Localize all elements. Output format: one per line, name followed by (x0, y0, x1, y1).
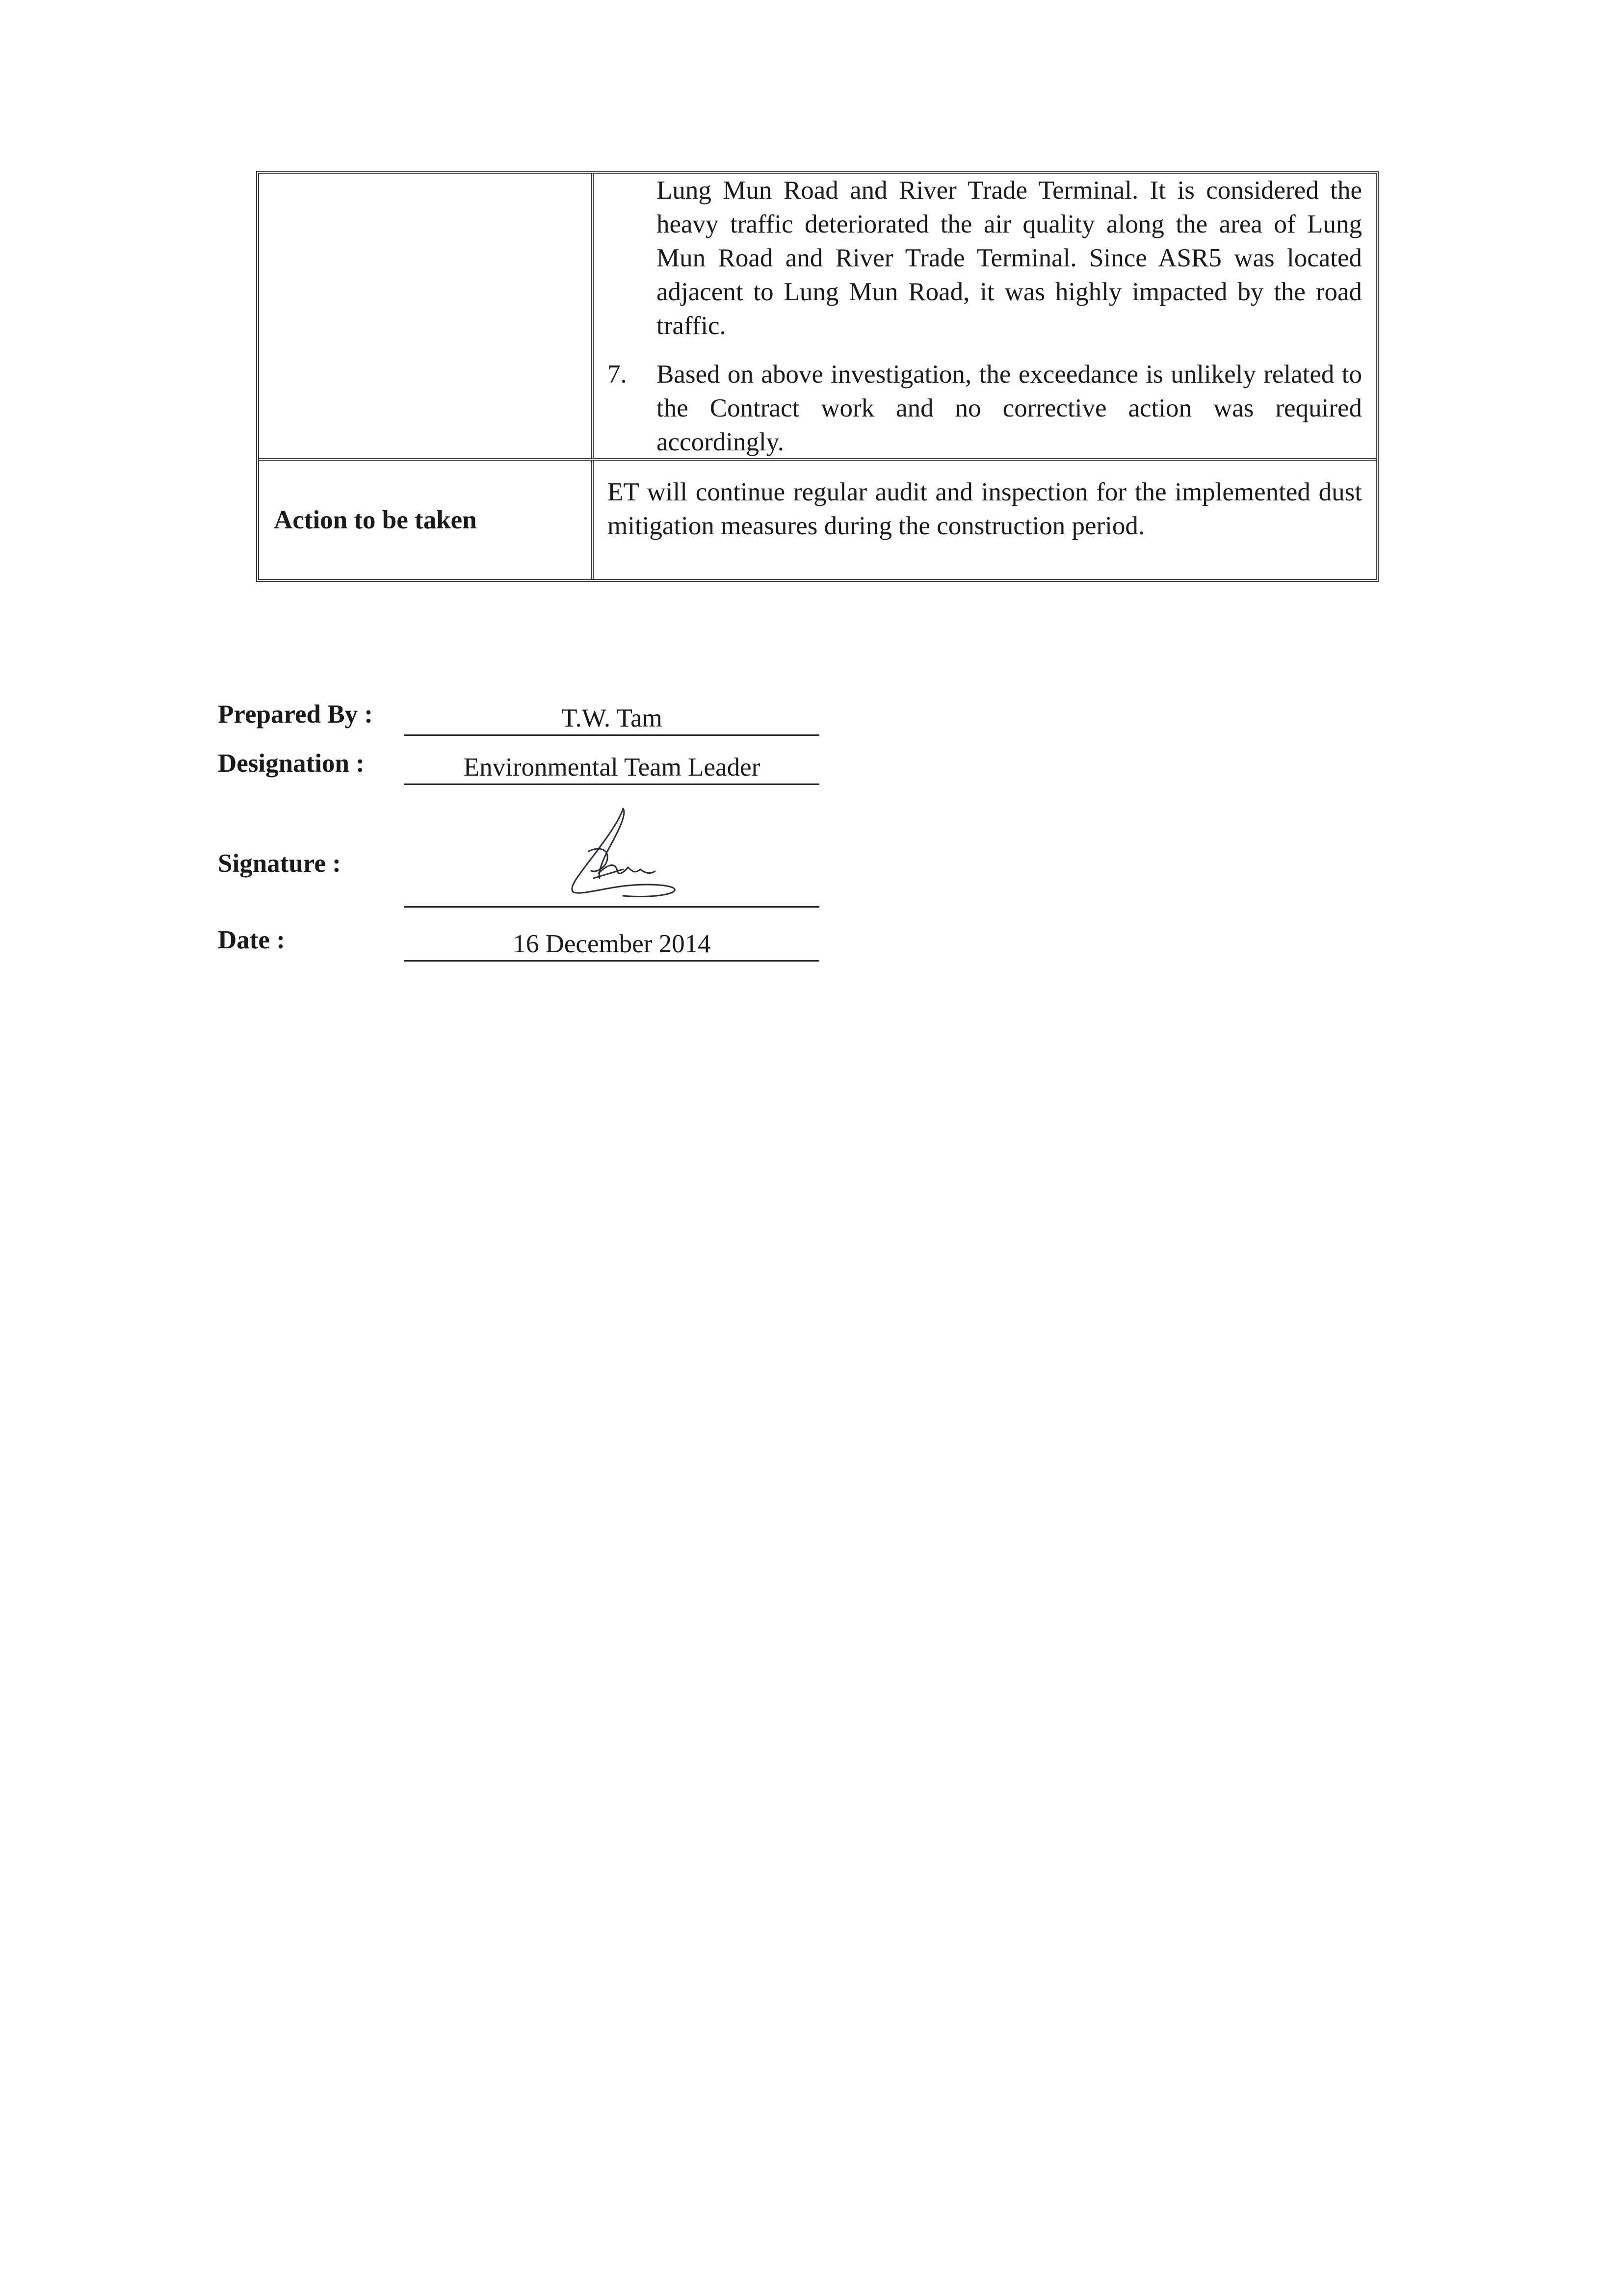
row-content-cell (594, 174, 1376, 458)
signature-row (218, 785, 836, 908)
signoff-block (218, 687, 836, 962)
item-text: Based on above investigation, the exceedance is unlikely related to the Contract work and no corrective action was required accordingly. (656, 360, 1362, 456)
row-label-cell (259, 174, 594, 458)
date-row (218, 908, 836, 962)
item-number: 7. (607, 360, 627, 389)
action-label: Action to be taken (274, 505, 477, 534)
designation-row (218, 736, 836, 785)
action-text: ET will continue regular audit and inspection for the implemented dust mitigation measures during the construction period. (607, 478, 1362, 540)
date-value: 16 December 2014 (404, 929, 819, 962)
prepared-by-label: Prepared By : (218, 700, 373, 729)
row-label-cell (259, 461, 594, 579)
row-content-cell (594, 461, 1376, 579)
table-row-action (259, 461, 1376, 579)
numbered-item-7 (607, 358, 1362, 459)
prepared-by-value: T.W. Tam (404, 703, 819, 736)
date-label: Date : (218, 926, 285, 954)
signature-label: Signature : (218, 849, 341, 878)
designation-label: Designation : (218, 749, 365, 778)
continuation-paragraph: Lung Mun Road and River Trade Terminal. It is considered the heavy traffic deteriorated the air quality along the area of Lung Mun Road and River Trade Terminal. Since ASR5 was located adjacent to Lung Mun Road, it was highly impacted by the road traffic. (656, 176, 1362, 340)
prepared-by-row (218, 687, 836, 736)
table-row-investigation (259, 174, 1376, 461)
designation-value: Environmental Team Leader (404, 752, 819, 785)
findings-table (256, 171, 1379, 582)
handwritten-signature (550, 805, 697, 903)
